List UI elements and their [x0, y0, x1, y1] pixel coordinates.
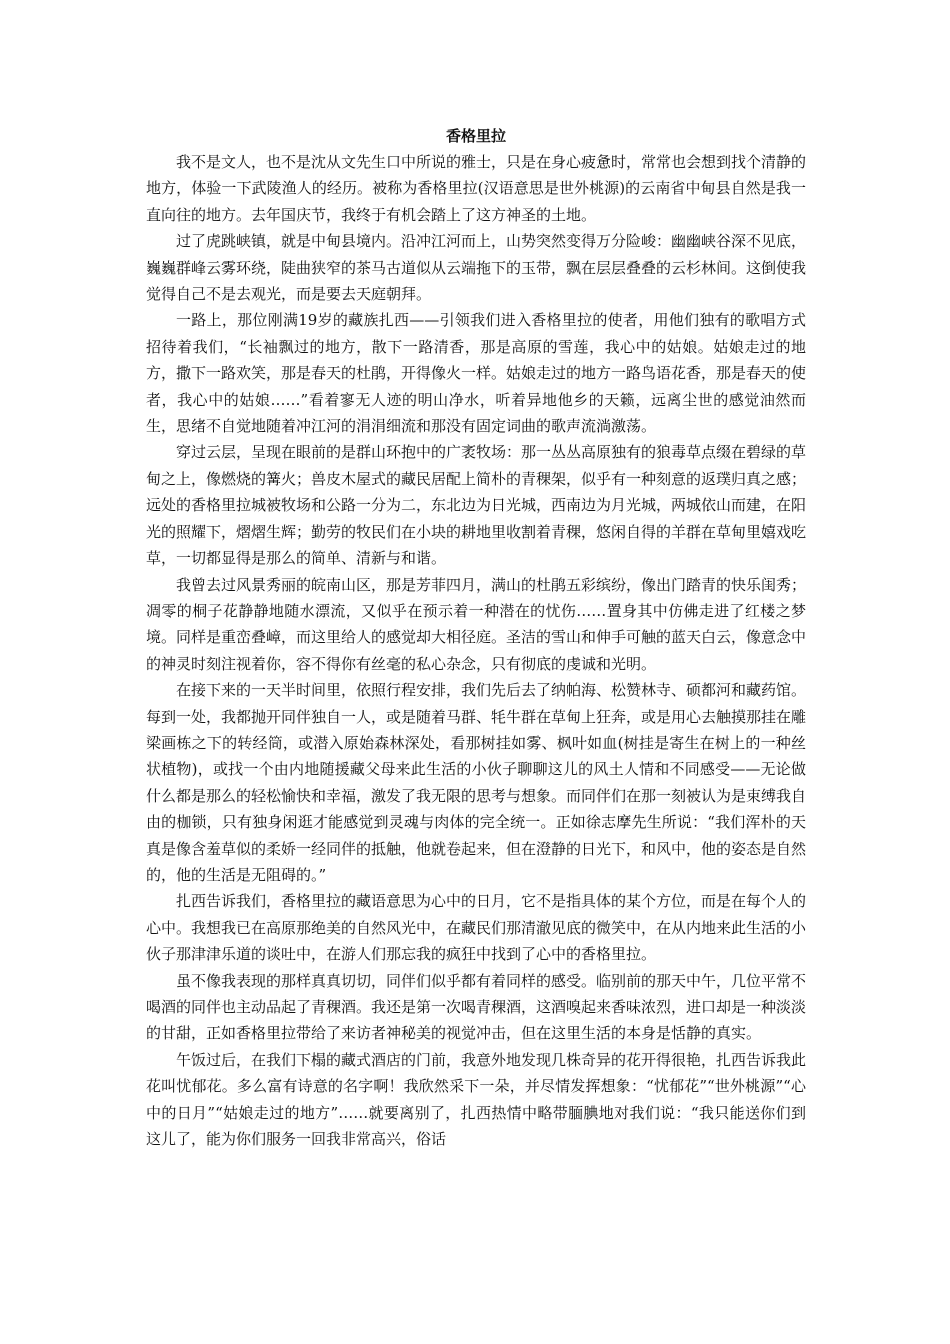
paragraph: 在接下来的一天半时间里，依照行程安排，我们先后去了纳帕海、松赞林寺、硕都河和藏药馆。每到一处，我都抛开同伴独自一人，或是随着马群、牦牛群在草甸上狂奔，或是用心去触摸那挂在雕梁画栋之下的转经筒，或潜入原始森林深处，看那树挂如雾、枫叶如血(树挂是寄生在树上的一种丝状植物)，或找一个由内地随援藏父母来此生活的小伙子聊聊这儿的风土人情和不同感受——无论做什么都是那么的轻松愉快和幸福，激发了我无限的思考与想象。而同伴们在那一刻被认为是束缚我自由的枷锁，只有独身闲逛才能感觉到灵魂与肉体的完全统一。正如徐志摩先生所说：“我们浑朴的天真是像含羞草似的柔娇一经同伴的抵触，他就卷起来，但在澄静的日光下，和风中，他的姿态是自然的，他的生活是无阻碍的。”	[146, 681, 807, 884]
document-title: 香格里拉	[445, 127, 506, 145]
paragraph: 我曾去过风景秀丽的皖南山区，那是芳菲四月，满山的杜鹃五彩缤纷，像出门踏青的快乐闺秀；凋零的桐子花静静地随水漂流，又似乎在预示着一种潜在的忧伤……置身其中仿佛走进了红楼之梦境。同样是重峦叠嶂，而这里给人的感觉却大相径庭。圣洁的雪山和伸手可触的蓝天白云，像意念中的神灵时刻注视着你，容不得你有丝毫的私心杂念，只有彻底的虔诚和光明。	[146, 575, 807, 673]
paragraph: 午饭过后，在我们下榻的藏式酒店的门前，我意外地发现几株奇异的花开得很艳，扎西告诉我此花叫忧郁花。多么富有诗意的名字啊！我欣然采下一朵，并尽情发挥想象：“忧郁花”“世外桃源”“心中的日月”“姑娘走过的地方”……就要离别了，扎西热情中略带腼腆地对我们说：“我只能送你们到这儿了，能为你们服务一回我非常高兴，俗话	[146, 1050, 807, 1149]
paragraph: 一路上，那位刚满19岁的藏族扎西——引领我们进入香格里拉的使者，用他们独有的歌唱方式招待着我们，“长袖飘过的地方，散下一路清香，那是高原的雪莲，我心中的姑娘。姑娘走过的地方，撒下一路欢笑，那是春天的杜鹃，开得像火一样。姑娘走过的地方一路鸟语花香，那是春天的使者，我心中的姑娘……”看着寥无人迹的明山净水，听着异地他乡的天籁，远离尘世的感觉油然而生，思绪不自觉地随着冲江河的涓涓细流和那没有固定词曲的歌声流淌激荡。	[146, 311, 807, 436]
paragraph: 扎西告诉我们，香格里拉的藏语意思为心中的日月，它不是指具体的某个方位，而是在每个人的心中。我想我已在高原那绝美的自然风光中，在藏民们那清澈见底的微笑中，在从内地来此生活的小伙子那津津乐道的谈吐中，在游人们那忘我的疯狂中找到了心中的香格里拉。	[146, 892, 807, 964]
paragraph: 虽不像我表现的那样真真切切，同伴们似乎都有着同样的感受。临别前的那天中午，几位平常不喝酒的同伴也主动品起了青稞酒。我还是第一次喝青稞酒，这酒嗅起来香味浓烈，进口却是一种淡淡的甘甜，正如香格里拉带给了来访者神秘美的视觉冲击，但在这里生活的本身是恬静的真实。	[146, 971, 807, 1043]
paragraph: 穿过云层，呈现在眼前的是群山环抱中的广袤牧场：那一丛丛高原独有的狼毒草点缀在碧绿的草甸之上，像燃烧的篝火；兽皮木屋式的藏民居配上简朴的青稞架，似乎有一种刻意的返璞归真之感；远处的香格里拉城被牧场和公路一分为二，东北边为日光城，西南边为月光城，两城依山而建，在阳光的照耀下，熠熠生辉；勤劳的牧民们在小块的耕地里收割着青稞，悠闲自得的羊群在草甸里嬉戏吃草，一切都显得是那么的简单、清新与和谐。	[146, 443, 807, 568]
document-page	[146, 123, 806, 1152]
paragraph: 我不是文人，也不是沈从文先生口中所说的雅士，只是在身心疲惫时，常常也会想到找个清静的地方，体验一下武陵渔人的经历。被称为香格里拉(汉语意思是世外桃源)的云南省中甸县自然是我一直向往的地方。去年国庆节，我终于有机会踏上了这方神圣的土地。	[146, 153, 807, 224]
paragraph: 过了虎跳峡镇，就是中甸县境内。沿冲江河而上，山势突然变得万分险峻：幽幽峡谷深不见底，巍巍群峰云雾环绕，陡曲狭窄的茶马古道似从云端拖下的玉带，飘在层层叠叠的云杉林间。这倒使我觉得自己不是去观光，而是要去天庭朝拜。	[146, 232, 807, 304]
